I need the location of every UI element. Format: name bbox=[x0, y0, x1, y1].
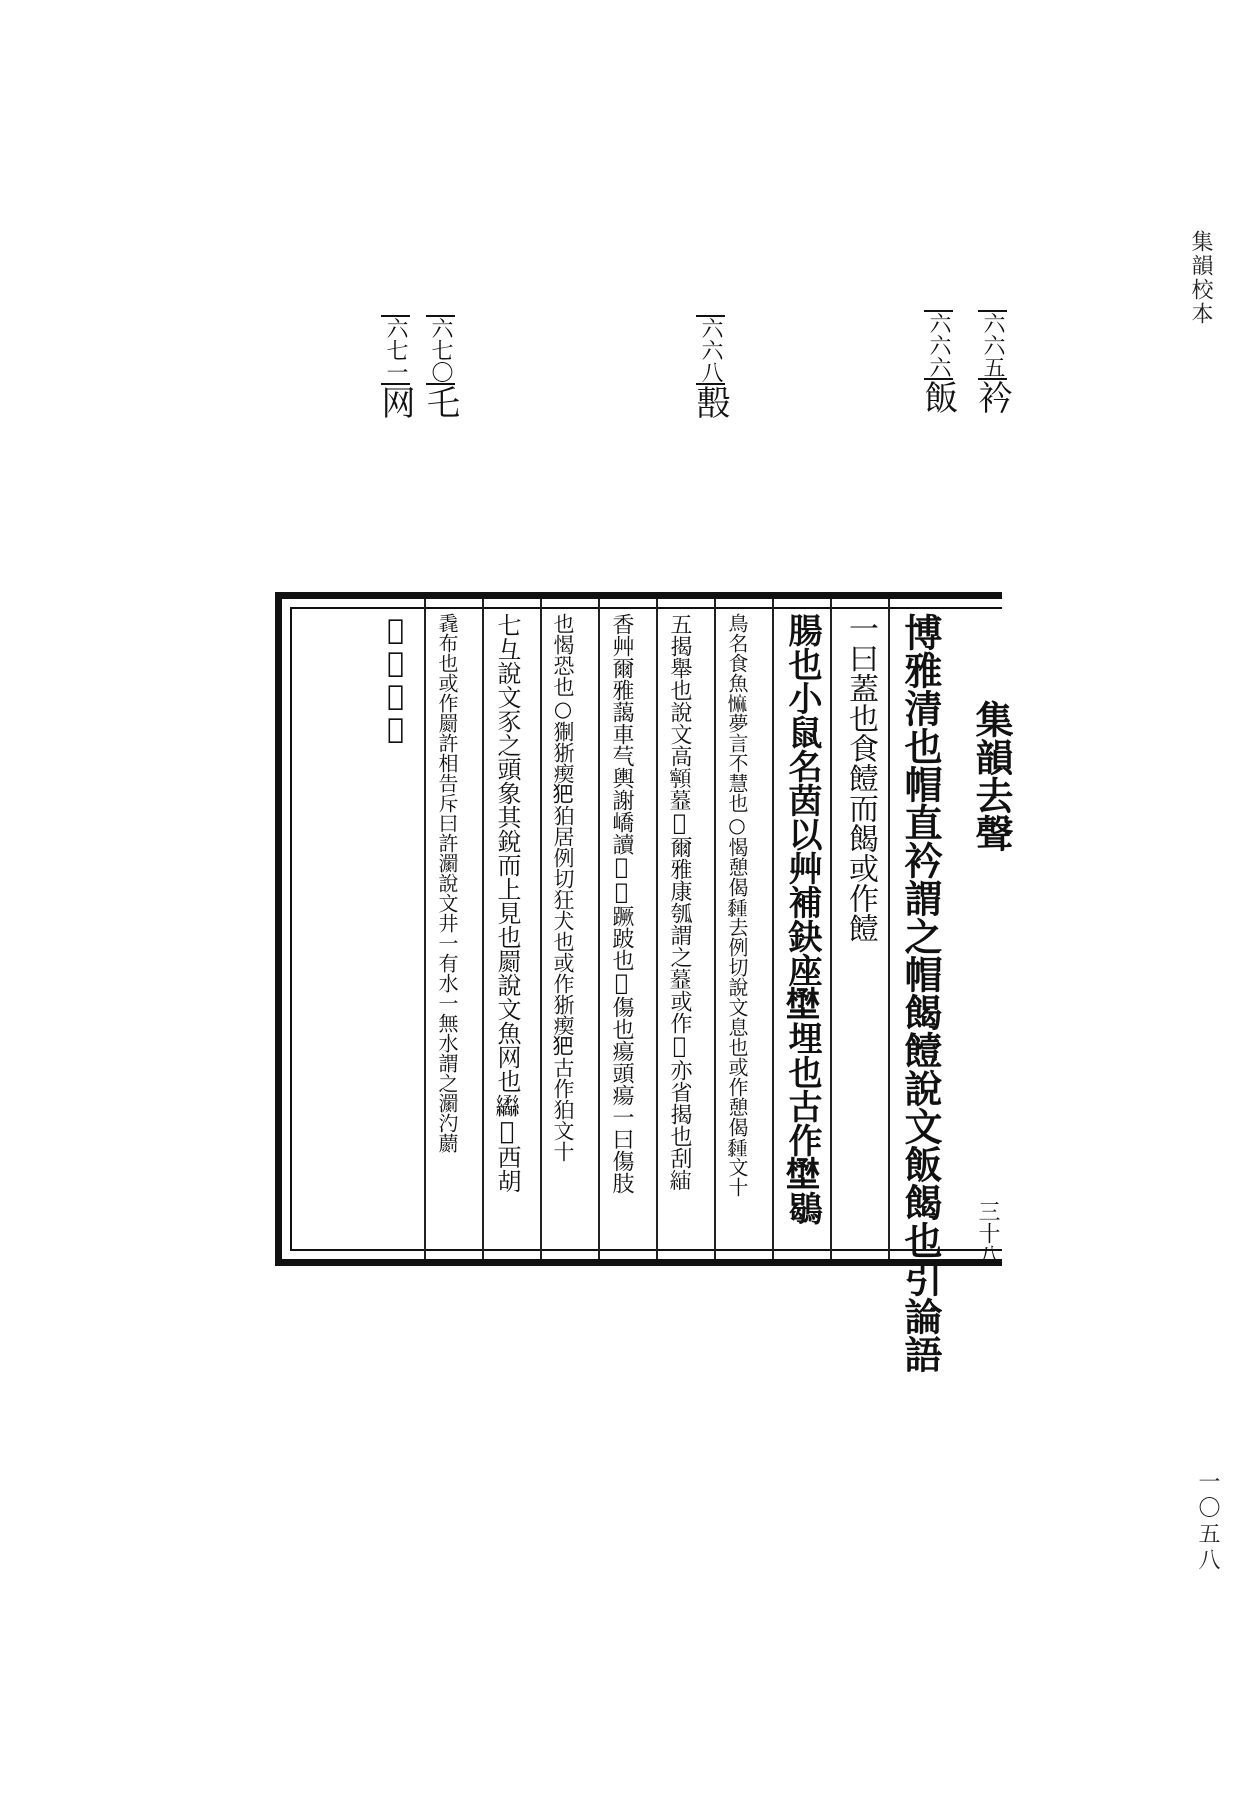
column-text: 香艸爾雅藹車芞輿謝嶠讀𡐺𡐹蹶跛也𥱼傷也瘍頭瘍一曰傷肢 bbox=[609, 613, 634, 1194]
column-text: 鳥名食魚𢠩夢言不慧也○愒憩偈𪐈去例切說文息也或作憩偈𪐈文十 bbox=[725, 613, 749, 1197]
text-column-9 bbox=[436, 613, 488, 1243]
text-column-5 bbox=[668, 613, 720, 1243]
text-column-2 bbox=[842, 613, 894, 1243]
collation-note bbox=[375, 315, 415, 419]
banxin-page-number: 三十八 bbox=[975, 1200, 1000, 1266]
book-title: 集韻校本 bbox=[1188, 230, 1213, 326]
woodblock-frame bbox=[275, 592, 1002, 1373]
note-text: 毄 bbox=[690, 385, 730, 419]
note-text: 衿 bbox=[972, 380, 1012, 414]
text-column-1 bbox=[898, 613, 952, 1373]
note-number: 六六六 bbox=[926, 312, 951, 378]
collation-note bbox=[918, 310, 958, 414]
text-column-10 bbox=[378, 613, 430, 1243]
block-center-strip bbox=[968, 700, 1014, 1260]
column-text: 也愒恐也○猘狾瘈𤜱狛居例切狂犬也或作狾瘈𤜱古作狛文十 bbox=[551, 613, 575, 1162]
text-column-8 bbox=[494, 613, 546, 1243]
text-column-4 bbox=[726, 613, 778, 1243]
column-text: 七彑說文豕之頭象其銳而上見也罽說文魚网也𦇹𦄵西胡 bbox=[493, 613, 521, 1193]
collation-note bbox=[420, 315, 460, 419]
column-text: 博雅清也帽直衿謂之帽餲饐說文飯餲也引論語 bbox=[898, 613, 943, 1373]
column-text: 𦄵通作罽 bbox=[379, 613, 412, 745]
collation-note bbox=[690, 315, 730, 419]
note-text: 乇 bbox=[420, 385, 460, 419]
column-text: 毳布也或作罽許相告斥曰許瀱說文井一有水一無水謂之瀱汋蘮 bbox=[435, 613, 459, 1153]
note-text: 网 bbox=[375, 385, 415, 419]
column-text: 五揭舉也說文高𩕳𩐍𩐎爾雅康瓠謂之𩐍或作𩐎亦省揭也刮𦁖 bbox=[667, 613, 692, 1191]
note-number: 六六五 bbox=[980, 312, 1005, 378]
note-text: 飯 bbox=[918, 380, 958, 414]
note-number: 六七一 bbox=[383, 317, 408, 383]
banxin-title: 集韻去聲 bbox=[969, 700, 1014, 852]
note-number: 六六八 bbox=[698, 317, 723, 383]
text-column-3 bbox=[784, 613, 836, 1243]
column-text: 腸也小鼠名茵以艸補鈌座𡐨埋也古作𡐨鶡 bbox=[782, 613, 822, 1225]
collation-note bbox=[972, 310, 1012, 414]
column-text: 一曰蓋也食饐而餲或作饐 bbox=[843, 613, 878, 943]
page-number: 一〇五八 bbox=[1195, 1470, 1220, 1574]
note-number: 六七〇 bbox=[428, 317, 453, 383]
text-column-6 bbox=[610, 613, 662, 1243]
text-column-7 bbox=[552, 613, 604, 1243]
